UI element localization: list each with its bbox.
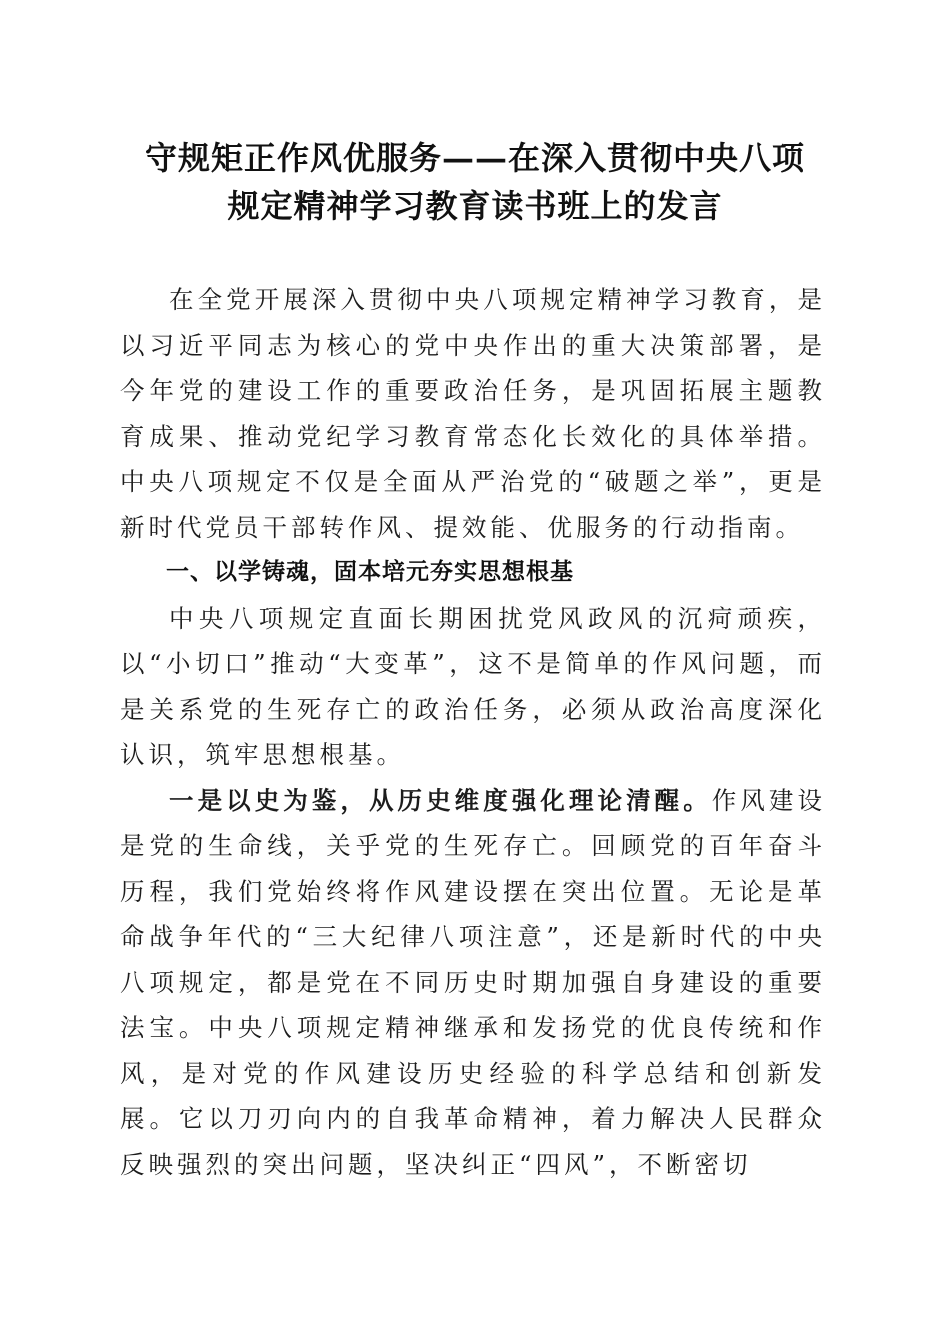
document-body bbox=[120, 277, 826, 1187]
point-1-body: 作风建设是党的生命线，关乎党的生死存亡。回顾党的百年奋斗历程，我们党始终将作风建设摆在突出位置。无论是革命战争年代的“三大纪律八项注意”，还是新时代的中央八项规定，都是党在不同历史时期加强自身建设的重要法宝。中央八项规定精神继承和发扬党的优良传统和作风，是对党的作风建设历史经验的科学总结和创新发展。它以刀刃向内的自我革命精神，着力解决人民群众反映强烈的突出问题，坚决纠正“四风”，不断密切 bbox=[120, 785, 827, 1179]
title-line-1: 守规矩正作风优服务——在深入贯彻中央八项 bbox=[144, 139, 805, 177]
document-title bbox=[100, 134, 850, 230]
intro-paragraph: 在全党开展深入贯彻中央八项规定精神学习教育，是以习近平同志为核心的党中央作出的重大决策部署，是今年党的建设工作的重要政治任务，是巩固拓展主题教育成果、推动党纪学习教育常态化长效化的具体举措。中央八项规定不仅是全面从严治党的“破题之举”，更是新时代党员干部转作风、提效能、优服务的行动指南。 bbox=[120, 285, 826, 542]
point-1-lead: 一是以史为鉴，从历史维度强化理论清醒。 bbox=[169, 785, 712, 815]
section-heading-1: 一、以学铸魂，固本培元夯实思想根基 bbox=[166, 559, 574, 585]
title-line-2: 规定精神学习教育读书班上的发言 bbox=[227, 187, 723, 225]
section-1-paragraph: 中央八项规定直面长期困扰党风政风的沉疴顽疾，以“小切口”推动“大变革”，这不是简单的作风问题，而是关系党的生死存亡的政治任务，必须从政治高度深化认识，筑牢思想根基。 bbox=[120, 603, 826, 769]
point-1-paragraph bbox=[120, 778, 826, 1188]
